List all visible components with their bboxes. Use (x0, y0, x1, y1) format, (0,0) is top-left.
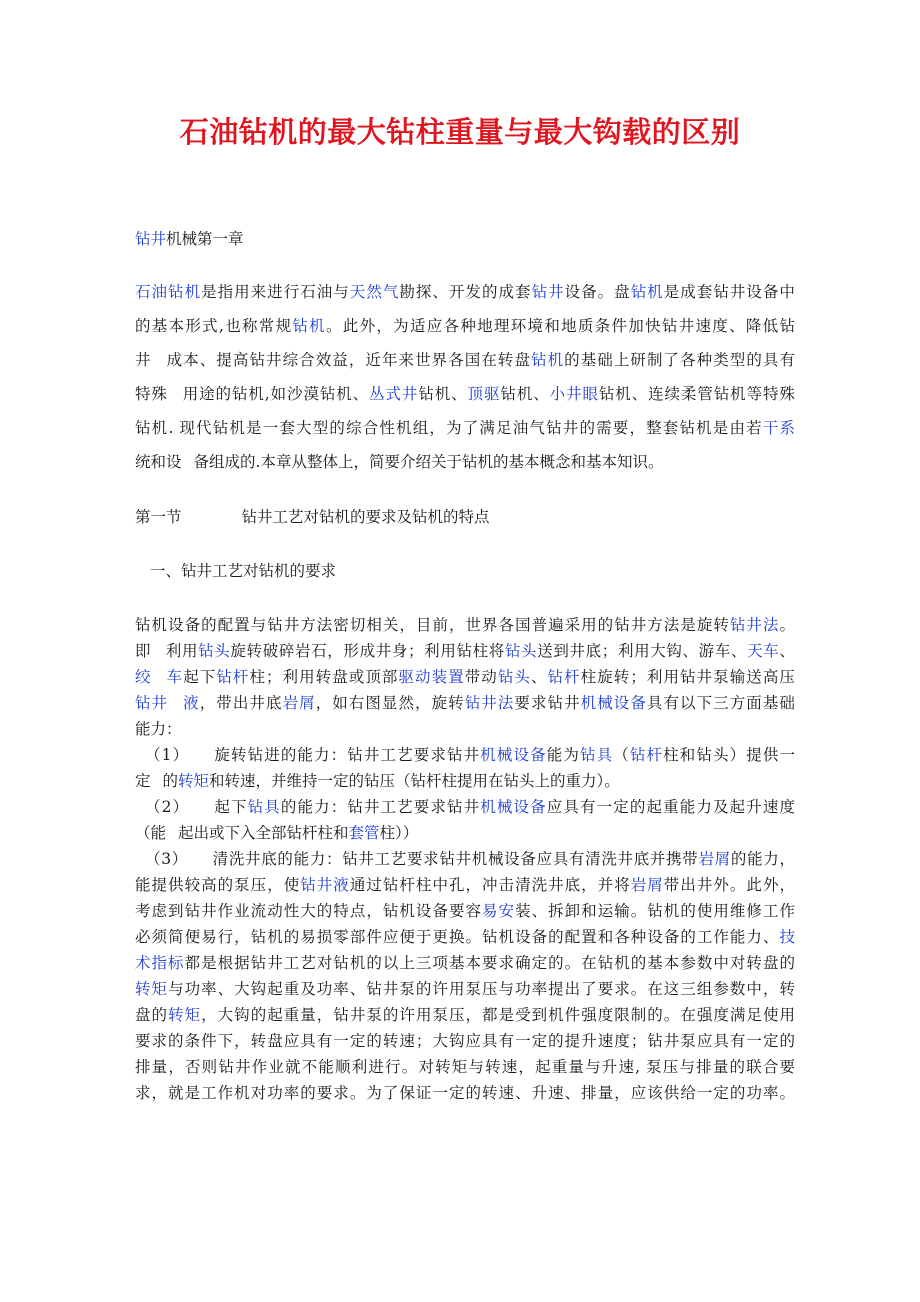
link-xiaojingyan[interactable]: 小井眼 (549, 385, 599, 403)
body-line-12: 考虑到钻井作业流动性大的特点，钻机设备要容易安装、拆卸和运输。钻机的使用维修工作 (135, 902, 795, 920)
link-jixieshebei[interactable]: 机械设备 (480, 798, 547, 816)
body-line-19: 求，就是工作机对功率的要求。为了保证一定的转速、升速、排量，应该供给一定的功率。 (135, 1084, 795, 1102)
intro-paragraph (135, 275, 795, 479)
section-title: 钻井工艺对钻机的要求及钻机的特点 (241, 508, 490, 526)
link-zuantou[interactable]: 钻头 (497, 668, 531, 686)
body-paragraph (135, 612, 795, 1106)
body-line-7: 定 的转矩和转速，并维持一定的钻压（钻杆柱提用在钻头上的重力）。 (135, 772, 620, 790)
document-title: 石油钻机的最大钻柱重量与最大钩载的区别 (179, 115, 741, 149)
body-line-14: 术指标都是根据钻井工艺对钻机的以上三项基本要求确定的。在钻机的基本参数中对转盘的 (135, 954, 795, 972)
body-line-6: （1） 旋转钻进的能力：钻井工艺要求钻井机械设备能为钻具（钻杆柱和钻头）提供一 (145, 746, 795, 764)
intro-line-2: 的基本形式,也称常规钻机。此外，为适应各种地理环境和地质条件加快钻井速度、降低钻 (135, 317, 795, 335)
link-yian[interactable]: 易安 (482, 902, 516, 920)
link-yanxie[interactable]: 岩屑 (282, 694, 316, 712)
link-taoguan[interactable]: 套管 (348, 824, 380, 842)
body-line-11: 能提供较高的泵压，使钻井液通过钻杆柱中孔，冲击清洗井底，并将岩屑带出井外。此外， (135, 876, 795, 894)
link-zuangan[interactable]: 钻杆 (629, 746, 664, 764)
body-line-15: 转矩与功率、大钩起重及功率、钻井泵的许用泵压与功率提出了要求。在这三组参数中，转 (135, 980, 795, 998)
link-zuanju[interactable]: 钻具 (579, 746, 614, 764)
link-jixieshebei[interactable]: 机械设备 (580, 694, 647, 712)
link-zuanjingye[interactable]: 钻井液 (300, 876, 350, 894)
link-yanxie[interactable]: 岩屑 (630, 876, 664, 894)
link-zuanjingye-1[interactable]: 钻井 (135, 694, 169, 712)
link-zuanju[interactable]: 钻具 (247, 798, 281, 816)
body-line-13: 必须简便易行，钻机的易损零部件应便于更换。钻机设备的配置和各种设备的工作能力、技 (135, 928, 795, 946)
body-line-3: 绞 车起下钻杆柱；利用转盘或顶部驱动装置带动钻头、钻杆柱旋转；利用钻井泵输送高压 (135, 668, 795, 686)
link-yanxie[interactable]: 岩屑 (698, 850, 731, 868)
link-zuanjingye-2[interactable]: 液 (182, 694, 200, 712)
link-zhuanju[interactable]: 转矩 (178, 772, 210, 790)
link-zuanjing[interactable]: 钻井 (531, 283, 565, 301)
link-dingqu[interactable]: 顶驱 (467, 385, 501, 403)
intro-line-3: 井 成本、提高钻井综合效益，近年来世界各国在转盘钻机的基础上研制了各种类型的具有 (135, 351, 795, 369)
chapter-link-zuanjing[interactable]: 钻井 (135, 230, 167, 248)
body-line-16: 盘的转矩，大钩的起重量，钻井泵的许用泵压，都是受到机件强度限制的。在强度满足使用 (135, 1006, 795, 1024)
intro-line-1: 石油钻机是指用来进行石油与天然气勘探、开发的成套钻井设备。盘钻机是成套钻井设备中 (135, 283, 795, 301)
intro-line-6: 统和设 备组成的.本章从整体上，简要介绍关于钻机的基本概念和基本知识。 (135, 453, 664, 471)
link-jixieshebei[interactable]: 机械设备 (480, 746, 547, 764)
link-shiyou-zuanji[interactable]: 石油钻机 (135, 283, 202, 301)
link-zuanjingfa[interactable]: 钻井法 (464, 694, 515, 712)
link-ganxi[interactable]: 干系 (762, 419, 795, 437)
link-zuanjingfa[interactable]: 钻井法 (729, 616, 780, 634)
link-tianche[interactable]: 天车 (747, 642, 780, 660)
section-heading (135, 500, 795, 534)
chapter-line: 钻井机械第一章 (135, 230, 244, 248)
body-line-1: 钻机设备的配置与钻井方法密切相关，目前，世界各国普遍采用的钻井方法是旋转钻井法。 (135, 616, 795, 634)
link-shuzhibiao[interactable]: 术指标 (135, 954, 185, 972)
link-zuangan[interactable]: 钻杆 (216, 668, 250, 686)
link-jishu[interactable]: 技 (779, 928, 795, 946)
body-line-2: 即 利用钻头旋转破碎岩石，形成井身；利用钻柱将钻头送到井底；利用大钩、游车、天车、 (135, 642, 795, 660)
intro-line-4: 特殊 用途的钻机,如沙漠钻机、丛式井钻机、顶驱钻机、小井眼钻机、连续柔管钻机等特殊 (135, 385, 795, 403)
link-zhuanju[interactable]: 转矩 (168, 1006, 202, 1024)
body-line-4: 钻井 液，带出井底岩屑，如右图显然，旋转钻井法要求钻井机械设备具有以下三方面基础 (135, 694, 795, 712)
link-zuantou[interactable]: 钻头 (504, 642, 538, 660)
section-label: 第一节 (135, 508, 182, 526)
link-jiaoche-2[interactable]: 车 (165, 668, 184, 686)
link-qudongzhuangzhi[interactable]: 驱动装置 (398, 668, 465, 686)
link-zuanji[interactable]: 钻机 (292, 317, 326, 335)
link-zuanji[interactable]: 钻机 (630, 283, 664, 301)
body-line-10: （3） 清洗井底的能力：钻井工艺要求钻井机械设备应具有清洗井底并携带岩屑的能力， (145, 850, 795, 868)
link-zuangan[interactable]: 钻杆 (547, 668, 581, 686)
body-line-5: 能力： (135, 720, 182, 738)
link-congshijing[interactable]: 丛式井 (369, 385, 419, 403)
body-line-17: 要求的条件下，转盘应具有一定的转速；大钩应具有一定的提升速度；钻井泵应具有一定的 (135, 1032, 795, 1050)
link-tianranqi[interactable]: 天然气 (349, 283, 400, 301)
body-line-18: 排量，否则钻井作业就不能顺利进行。对转矩与转速，起重量与升速, 泵压与排量的联合要 (135, 1058, 795, 1076)
intro-line-5: 钻机. 现代钻机是一套大型的综合性机组，为了满足油气钻井的需要，整套钻机是由若干系 (135, 419, 795, 437)
link-zhuanju[interactable]: 转矩 (135, 980, 169, 998)
body-line-8: （2） 起下钻具的能力：钻井工艺要求钻井机械设备应具有一定的起重能力及起升速度 (145, 798, 795, 816)
link-zuantou[interactable]: 钻头 (198, 642, 231, 660)
body-line-9: （能 起出或下入全部钻杆柱和套管柱）） (135, 824, 419, 842)
link-zuanji[interactable]: 钻机 (531, 351, 565, 369)
link-jiaoche-1[interactable]: 绞 (135, 668, 152, 686)
subsection-heading: 一、钻井工艺对钻机的要求 (150, 562, 337, 580)
